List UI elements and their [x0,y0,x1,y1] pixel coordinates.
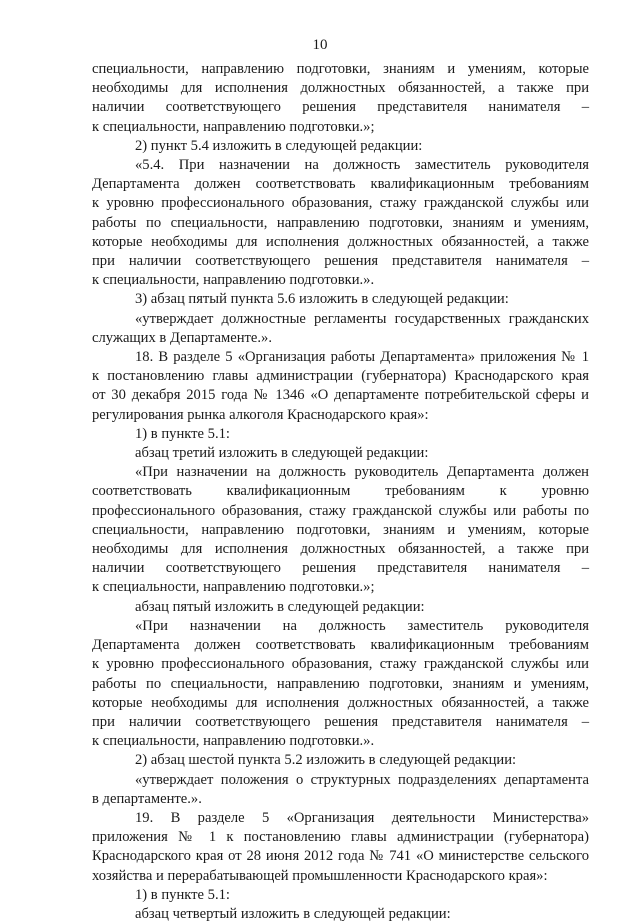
text-line: в департаменте.». [92,790,202,807]
text-line: при наличии соответствующего решения представителя нанимателя – [92,713,589,730]
text-line: 19. В разделе 5 «Организация деятельности Министерства» [135,809,589,826]
text-line: наличии соответствующего решения представителя нанимателя – [92,560,589,577]
text-line: абзац пятый изложить в следующей редакции: [135,598,425,615]
text-line: к уровню профессионального образования, стажу гражданской службы или [92,656,589,673]
text-line: абзац четвертый изложить в следующей редакции: [135,905,451,922]
text-line: которые необходимы для исполнения должностных обязанностей, а также [92,694,589,711]
text-line: необходимы для исполнения должностных обязанностей, а также при [92,541,589,558]
text-line: к постановлению главы администрации (губернатора) Краснодарского края [92,368,589,385]
text-line: 18. В разделе 5 «Организация работы Департамента» приложения № 1 [135,349,589,366]
text-line: Департамента должен соответствовать квалификационным требованиям [92,637,589,654]
text-line: при наличии соответствующего решения представителя нанимателя – [92,253,589,270]
text-line: служащих в Департаменте.». [92,329,272,346]
text-line: специальности, направлению подготовки, знаниям и умениям, которые [92,521,589,538]
text-line: работы по специальности, направлению подготовки, знаниям и умениям, [92,675,589,692]
text-line: к специальности, направлению подготовки.»; [92,118,375,135]
text-line: приложения № 1 к постановлению главы администрации (губернатора) [92,829,589,846]
text-line: хозяйства и перерабатывающей промышленности Краснодарского края»: [92,867,548,884]
page-number: 10 [312,37,328,53]
text-line: регулирования рынка алкоголя Краснодарского края»: [92,406,429,423]
text-line: профессионального образования, стажу гражданской службы или работы по [92,502,589,519]
text-line: к специальности, направлению подготовки.». [92,733,375,750]
text-line: «5.4. При назначении на должность заместитель руководителя [135,157,589,174]
text-line: которые необходимы для исполнения должностных обязанностей, а также [92,233,589,250]
text-line: 3) абзац пятый пункта 5.6 изложить в следующей редакции: [135,291,509,308]
text-line: специальности, направлению подготовки, знаниям и умениям, которые [92,61,589,77]
text-line: «При назначении на должность руководитель Департамента должен [135,464,589,481]
text-line: 2) абзац шестой пункта 5.2 изложить в следующей редакции: [135,752,517,769]
text-line: необходимы для исполнения должностных обязанностей, а также при [92,80,589,97]
text-line: «утверждает должностные регламенты государственных гражданских [135,310,589,327]
text-line: Краснодарского края от 28 июня 2012 года № 741 «О министерстве сельского [92,848,589,865]
text-line: работы по специальности, направлению подготовки, знаниям и умениям, [92,214,589,231]
text-line: от 30 декабря 2015 года № 1346 «О департаменте потребительской сферы и [92,387,589,404]
text-line: 1) в пункте 5.1: [135,886,230,903]
text-line: 1) в пункте 5.1: [135,425,230,442]
text-line: 2) пункт 5.4 изложить в следующей редакции: [135,137,423,154]
text-line: к специальности, направлению подготовки.»; [92,579,375,596]
text-line: к уровню профессионального образования, стажу гражданской службы или [92,195,589,212]
text-line: наличии соответствующего решения представителя нанимателя – [92,99,589,116]
text-line: к специальности, направлению подготовки.». [92,272,375,289]
text-line: Департамента должен соответствовать квалификационным требованиям [92,176,589,193]
text-line: «При назначении на должность заместитель руководителя [135,617,589,634]
text-line: абзац третий изложить в следующей редакции: [135,445,429,462]
document-body [92,60,589,924]
text-line: «утверждает положения о структурных подразделениях департамента [135,771,589,788]
text-line: соответствовать квалификационным требованиям к уровню [92,483,589,500]
